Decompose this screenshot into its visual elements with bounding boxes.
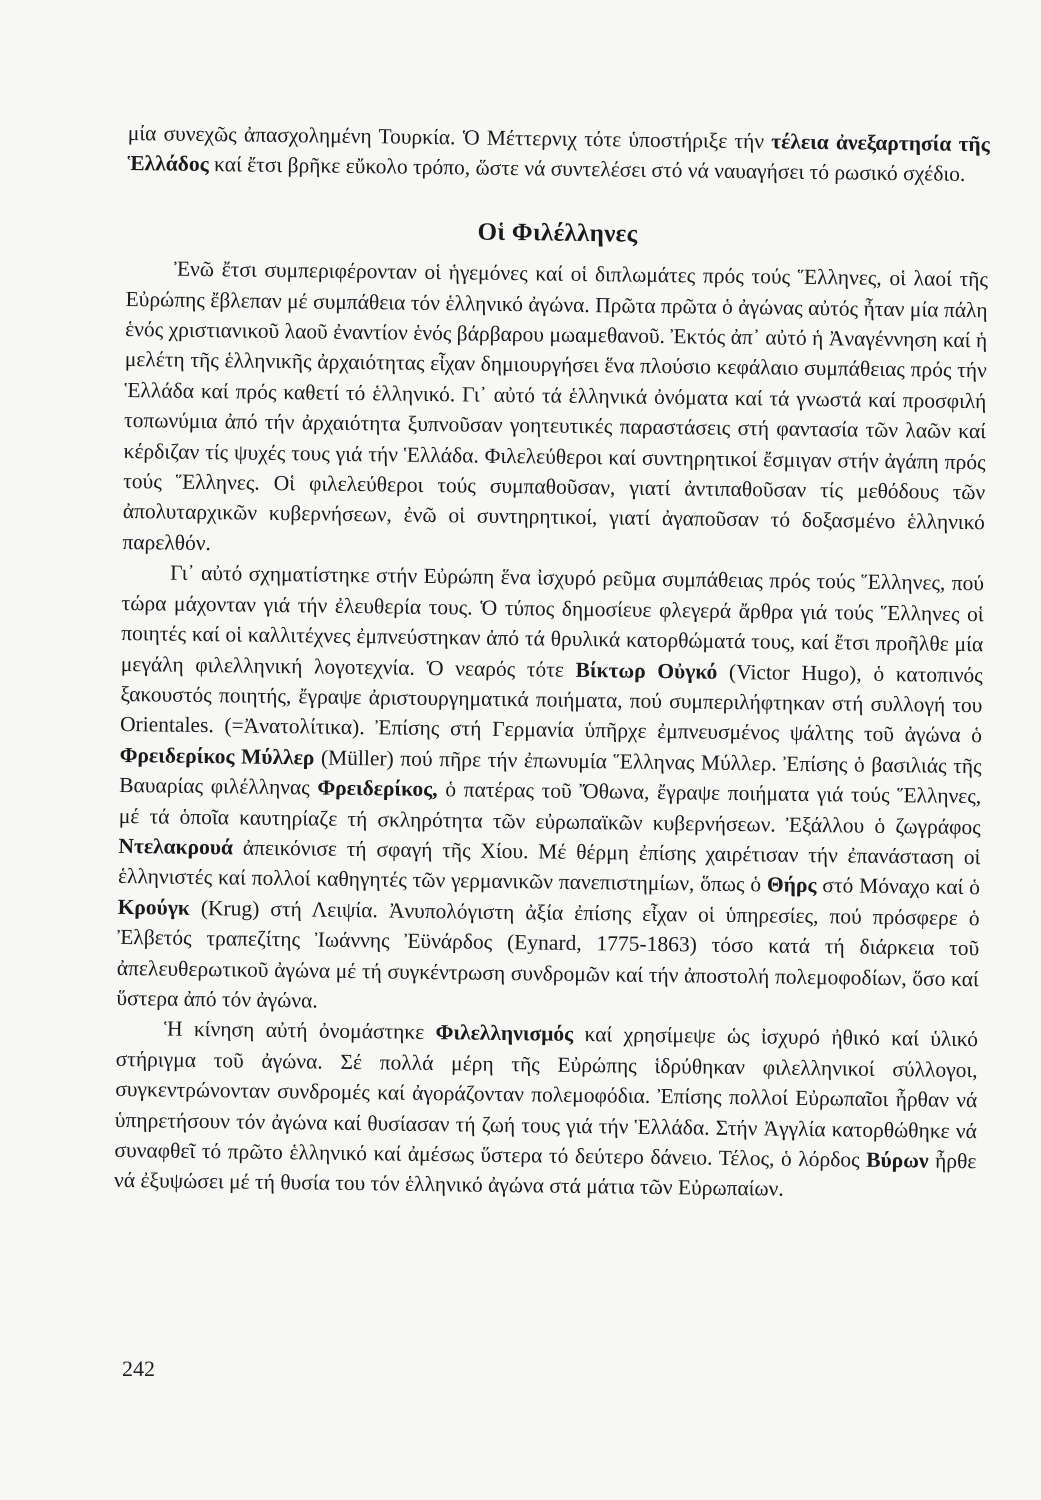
bold-term: τέλεια ἀνεξαρτησία τῆς Ἑλλάδος [127, 129, 990, 177]
intro-paragraph: μία συνεχῶς ἀπασχολημένη Τουρκία. Ὁ Μέττερνιχ τότε ὑποστήριξε τήν τέλεια ἀνεξαρτησία τῆς Ἑλλάδος καί ἔτσι βρῆκε εὔκολο τρόπο, ὥστε νά συντελέσει στό νά ναυαγήσει τό ρωσικό σχέδιο. [127, 120, 990, 187]
bold-term: Φιλελληνισμός [435, 1020, 574, 1047]
page-number: 242 [122, 1356, 155, 1381]
bold-term: Φρειδερίκος, [317, 775, 438, 802]
paragraph-3: Ἡ κίνηση αὐτή ὀνομάστηκε Φιλελληνισμός καί χρησίμεψε ὡς ἰσχυρό ἠθικό καί ὑλικό στήριγμα τοῦ ἀγώνα. Σέ πολλά μέρη τῆς Εὐρώπης ἱδρύθηκαν φιλελληνικοί σύλλογοι, συγκεντρώνονταν συνδρομές καί ἀγοράζονταν πολεμοφόδια. Ἐπίσης πολλοί Εὐρωπαῖοι ἦρθαν νά ὑπηρετήσουν τόν ἀγώνα καί θυσίασαν τή ζωή τους γιά τήν Ἑλλάδα. Στήν Ἀγγλία κατορθώθηκε νά συναφθεῖ τό πρῶτο ἑλληνικό καί ἀμέσως ὕστερα τό δεύτερο δάνειο. Τέλος, ὁ λόρδος Βύρων ἦρθε νά ἐξυψώσει μέ τή θυσία του τόν ἑλληνικό ἀγώνα στά μάτια τῶν Εὐρωπαίων. [113, 1016, 979, 1202]
bold-term: Βύρων [866, 1147, 929, 1173]
bold-term: Ντελακρουά [118, 833, 234, 860]
bold-term: Βίκτωρ Οὐγκό [575, 657, 718, 684]
bold-term: Θήρς [766, 872, 817, 898]
paragraph-2: Γι᾽ αὐτό σχηματίστηκε στήν Εὐρώπη ἕνα ἰσχυρό ρεῦμα συμπάθειας πρός τούς Ἕλληνες, πού τώρα μάχονταν γιά τήν ἐλευθερία τους. Ὁ τύπος δημοσίευε φλεγερά ἄρθρα γιά τούς Ἕλληνες οἱ ποιητές καί οἱ καλλιτέχνες ἐμπνεύστηκαν ἀπό τά θρυλικά κατορθώματά τους, καί ἔτσι προῆλθε μία μεγάλη φιλελληνική λογοτεχνία. Ὁ νεαρός τότε Βίκτωρ Οὐγκό (Victor Hugo), ὁ κατοπινός ξακουστός ποιητής, ἔγραψε ἀριστουργηματικά ποιήματα, πού συμπεριλήφτηκαν στή συλλογή του Orientales. (=Ἀνατολίτικα). Ἐπίσης στή Γερμανία ὑπῆρχε ἐμπνευσμένος ψάλτης τοῦ ἀγώνα ὁ Φρειδερίκος Μύλλερ (Müller) πού πῆρε τήν ἐπωνυμία Ἕλληνας Μύλλερ. Ἐπίσης ὁ βασιλιάς τῆς Βαυαρίας φιλέλληνας Φρειδερίκος, ὁ πατέρας τοῦ Ὄθωνα, ἔγραψε ποιήματα γιά τούς Ἕλληνες, μέ τά ὁποῖα καυτηρίαζε τή σκληρότητα τῶν εὐρωπαϊκῶν κυβερνήσεων. Ἐξάλλου ὁ ζωγράφος Ντελακρουά ἀπεικόνισε τή σφαγή τῆς Χίου. Μέ θέρμη ἐπίσης χαιρέτισαν τήν ἐπανάσταση οἱ ἑλληνιστές καί πολλοί καθηγητές τῶν γερμανικῶν πανεπιστημίων, ὅπως ὁ Θήρς στό Μόναχο καί ὁ Κρούγκ (Krug) στή Λειψία. Ἀνυπολόγιστη ἀξία ἐπίσης εἶχαν οἱ ὑπηρεσίες, πού πρόσφερε ὁ Ἐλβετός τραπεζίτης Ἰωάννης Ἐϋνάρδος (Eynard, 1775-1863) τόσο κατά τή διάρκεια τοῦ ἀπελευθερωτικοῦ ἀγώνα μέ τή συγκέντρωση συνδρομῶν καί τήν ἀποστολή πολεμοφοδίων, ὅσο καί ὕστερα ἀπό τόν ἀγώνα. [116, 560, 985, 1013]
bold-term: Κρούγκ [117, 894, 190, 920]
page-text [114, 118, 990, 1207]
paragraph-1: Ἐνῶ ἔτσι συμπεριφέρονταν οἱ ἡγεμόνες καί οἱ διπλωμάτες πρός τούς Ἕλληνες, οἱ λαοί τῆς Εὐρώπης ἔβλεπαν μέ συμπάθεια τόν ἑλληνικό ἀγώνα. Πρῶτα πρῶτα ὁ ἀγώνας αὐτός ἦταν μία πάλη ἑνός χριστιανικοῦ λαοῦ ἐναντίον ἑνός βάρβαρου μωαμεθανοῦ. Ἐκτός ἀπ᾽ αὐτό ἡ Ἀναγέννηση καί ἡ μελέτη τῆς ἑλληνικῆς ἀρχαιότητας εἶχαν δημιουργήσει ἕνα πλούσιο κεφάλαιο συμπάθειας πρός τήν Ἑλλάδα καί πρός καθετί τό ἑλληνικό. Γι᾽ αὐτό τά ἑλληνικά ὀνόματα καί τά γνωστά καί προσφιλή τοπωνύμια ἀπό τήν ἀρχαιότητα ξυπνοῦσαν γοητευτικές παραστάσεις στή φαντασία τῶν λαῶν καί κέρδιζαν τίς ψυχές τους γιά τήν Ἑλλάδα. Φιλελεύθεροι καί συντηρητικοί ἔσμιγαν στήν ἀγάπη πρός τούς Ἕλληνες. Οἱ φιλελεύθεροι τούς συμπαθοῦσαν, γιατί ἀντιπαθοῦσαν τίς μεθόδους τῶν ἀπολυταρχικῶν κυβερνήσεων, ἐνῶ οἱ συντηρητικοί, γιατί ἀγαποῦσαν τό δοξασμένο ἑλληνικό παρελθόν. [122, 256, 989, 555]
bold-term: Φρειδερίκος Μύλλερ [119, 742, 315, 770]
section-heading: Οἱ Φιλέλληνες [477, 218, 638, 248]
